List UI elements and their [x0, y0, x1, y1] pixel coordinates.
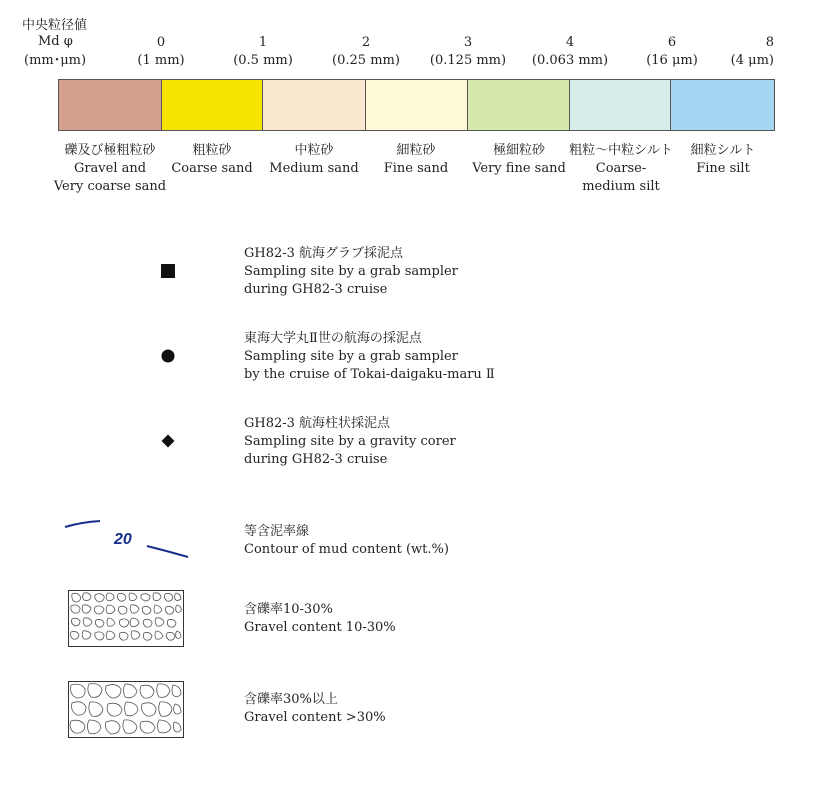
tick-label: 2 (0.25 mm)	[332, 35, 400, 68]
legend-corer-gh82: GH82-3 航海柱状採泥点 Sampling site by a gravity corer during GH82-3 cruise	[244, 416, 456, 467]
legend-contour: 等含泥率線 Contour of mud content (wt.%)	[244, 524, 449, 557]
unit-label: (mm･μm)	[24, 53, 87, 68]
tick-label: 0 (1 mm)	[137, 35, 185, 68]
class-label-coarse-sand: 粗粒砂 Coarse sand	[171, 143, 253, 176]
class-label-medium-sand: 中粒砂 Medium sand	[269, 143, 359, 176]
swatch-coarse-medium-silt	[570, 80, 672, 130]
tick-label: 8 (4 μm)	[730, 35, 774, 68]
class-label-fine-silt: 細粒シルト Fine silt	[690, 143, 756, 176]
swatch-gravel	[59, 80, 162, 130]
filled-diamond-icon	[161, 434, 175, 448]
legend-grab-tokai: 東海大学丸Ⅱ世の航海の採泥点 Sampling site by a grab sampler by the cruise of Tokai-daigaku-maru Ⅱ	[244, 331, 495, 382]
legend-gravel-30: 含礫率30%以上 Gravel content >30%	[244, 692, 386, 725]
class-label-fine-sand: 細粒砂 Fine sand	[383, 143, 449, 176]
tick-label: 4 (0.063 mm)	[531, 35, 609, 68]
swatch-coarse-sand	[162, 80, 264, 130]
legend-gravel-10-30: 含礫率10-30% Gravel content 10-30%	[244, 602, 396, 635]
legend-grab-gh82: GH82-3 航海グラブ採泥点 Sampling site by a grab sampler during GH82-3 cruise	[244, 246, 458, 297]
header-title-jp: 中央粒径値	[22, 18, 88, 33]
tick-label: 3 (0.125 mm)	[429, 35, 507, 68]
swatch-medium-sand	[263, 80, 366, 130]
class-label-gravel: 礫及び極粗粒砂 Gravel and Very coarse sand	[53, 143, 167, 194]
tick-label: 6 (16 μm)	[646, 35, 698, 68]
gravel-30-pattern	[68, 681, 184, 738]
tick-label: 1 (0.5 mm)	[233, 35, 293, 68]
swatch-fine-silt	[671, 80, 774, 130]
md-phi-label: Md φ	[38, 34, 73, 49]
class-label-very-fine-sand: 極細粒砂 Very fine sand	[472, 143, 566, 176]
contour-value-label: 20	[114, 531, 132, 548]
swatch-fine-sand	[366, 80, 468, 130]
contour-line-icon	[62, 518, 192, 560]
filled-circle-icon	[161, 349, 175, 363]
swatch-very-fine-sand	[468, 80, 570, 130]
filled-square-icon	[161, 264, 175, 278]
class-label-coarse-medium-silt: 粗粒～中粒シルト Coarse- medium silt	[569, 143, 673, 194]
gravel-10-30-pattern	[68, 590, 184, 647]
grain-size-scale-bar	[58, 79, 775, 131]
